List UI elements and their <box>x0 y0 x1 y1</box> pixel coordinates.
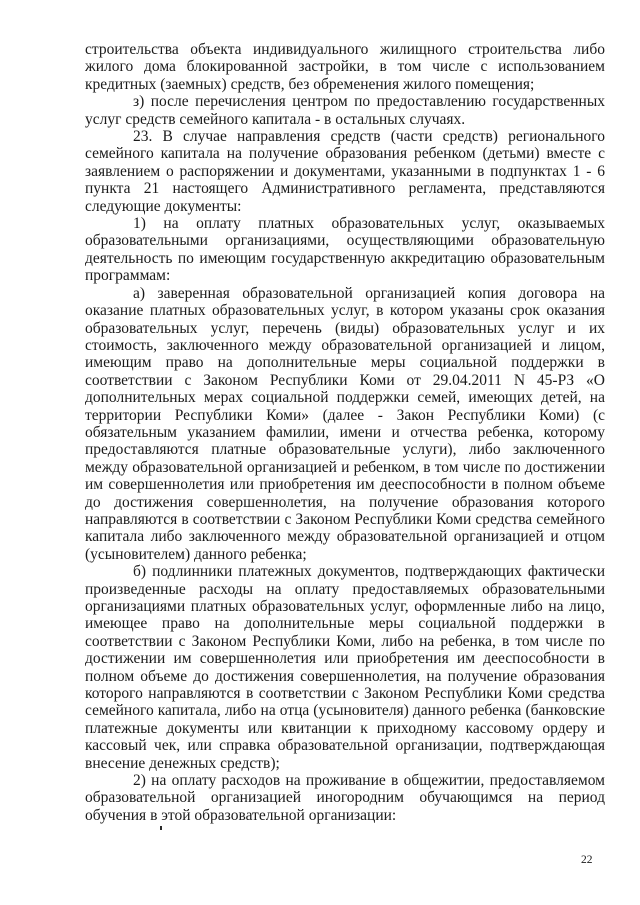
paragraph-item-1: 1) на оплату платных образовательных услуг, оказываемых образовательными организациями, осуществляющими образовательную деятельность по имеющим государственную аккредитацию образовательным программам: <box>85 215 605 285</box>
paragraph-subitem-z: з) после перечисления центром по предоставлению государственных услуг средств семейного капитала - в остальных случаях. <box>85 93 605 128</box>
paragraph-clause-23: 23. В случае направления средств (части средств) регионального семейного капитала на получение образования ребенком (детьми) вместе с заявлением о распоряжении и документами, указанными в подпунктах 1 - 6 пункта 21 настоящего Административного регламента, представляются следующие документы: <box>85 128 605 215</box>
scan-speck <box>160 826 162 830</box>
document-body <box>85 41 605 824</box>
paragraph-subitem-a: а) заверенная образовательной организацией копия договора на оказание платных образовательных услуг, в котором указаны срок оказания образовательных услуг, перечень (виды) образовательных услуг и их стоимость, заключенного между образовательной организацией и лицом, имеющим право на дополнительные меры социальной поддержки в соответствии с Законом Республики Коми от 29.04.2011 N 45-РЗ «О дополнительных мерах социальной поддержки семей, имеющих детей, на территории Республики Коми» (далее - Закон Республики Коми) (с обязательным указанием фамилии, имени и отчества ребенка, которому предоставляются платные образовательные услуги), либо заключенного между образовательной организацией и ребенком, в том числе по достижении им совершеннолетия или приобретения им дееспособности в полном объеме до достижения совершеннолетия, на получение образования которого направляются в соответствии с Законом Республики Коми средства семейного капитала либо заключенного между образовательной организацией и отцом (усыновителем) данного ребенка; <box>85 284 605 563</box>
paragraph-subitem-b: б) подлинники платежных документов, подтверждающих фактически произведенные расходы на оплату предоставляемых образовательными организациями платных образовательных услуг, оформленные либо на лицо, имеющее право на дополнительные меры социальной поддержки в соответствии с Законом Республики Коми, либо на ребенка, в том числе по достижении им совершеннолетия или приобретения им дееспособности в полном объеме до достижения совершеннолетия, на получение образования которого направляются в соответствии с Законом Республики Коми средства семейного капитала, либо на отца (усыновителя) данного ребенка (банковские платежные документы или квитанции к приходному кассовому ордеру и кассовый чек, или справка образовательной организации, подтверждающая внесение денежных средств); <box>85 563 605 772</box>
paragraph-item-2: 2) на оплату расходов на проживание в общежитии, предоставляемом образовательной организацией иногородним обучающимся на период обучения в этой образовательной организации: <box>85 772 605 824</box>
page-number: 22 <box>581 854 593 866</box>
paragraph-continuation: строительства объекта индивидуального жилищного строительства либо жилого дома блокированной застройки, в том числе с использованием кредитных (заемных) средств, без обременения жилого помещения; <box>85 41 605 93</box>
